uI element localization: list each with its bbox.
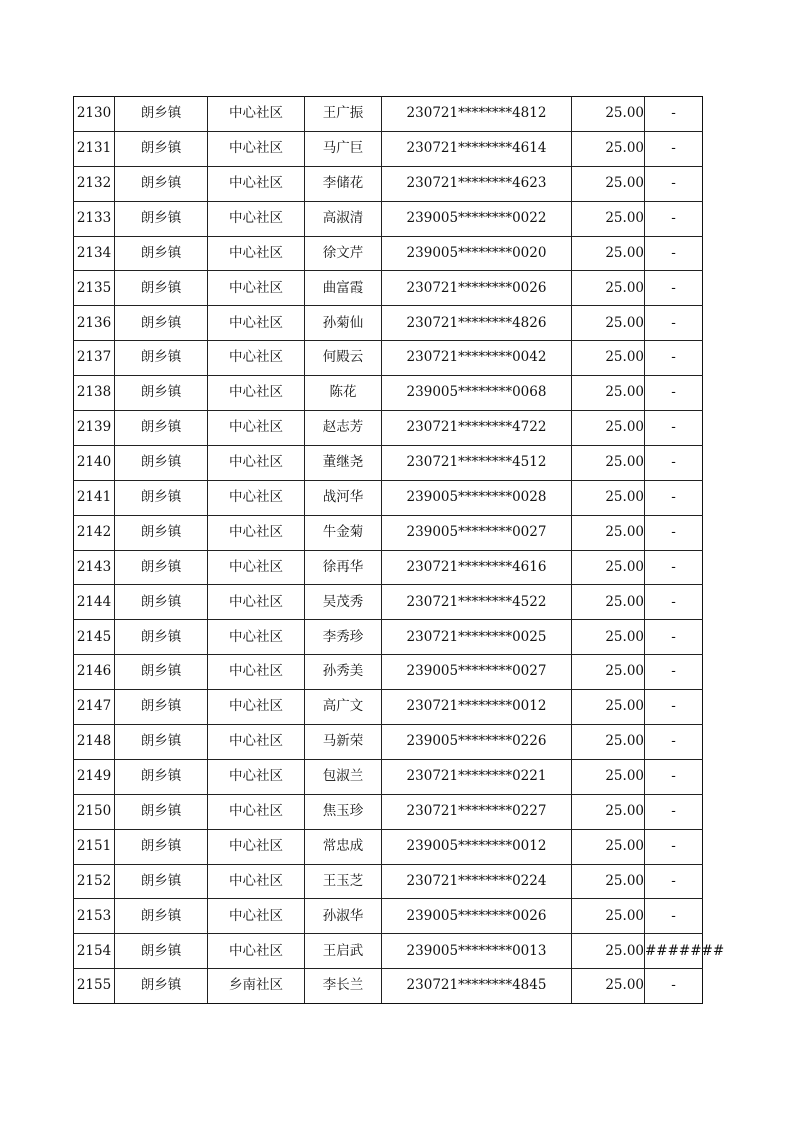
table-row — [74, 131, 703, 166]
row-number: 2148 — [74, 725, 115, 760]
amount-cell: 25.00 — [572, 585, 645, 620]
id-number-cell: 230721********4826 — [382, 306, 572, 341]
roster-table — [73, 96, 725, 1004]
town-cell: 朗乡镇 — [115, 899, 208, 934]
community-cell: 中心社区 — [208, 655, 305, 690]
community-cell: 中心社区 — [208, 794, 305, 829]
row-number: 2132 — [74, 166, 115, 201]
amount-cell: 25.00 — [572, 97, 645, 132]
table-row — [74, 585, 703, 620]
town-cell: 朗乡镇 — [115, 725, 208, 760]
row-number: 2131 — [74, 131, 115, 166]
town-cell: 朗乡镇 — [115, 934, 208, 969]
table-row — [74, 969, 703, 1004]
note-cell: ####### — [645, 934, 703, 969]
town-cell: 朗乡镇 — [115, 271, 208, 306]
note-cell: - — [645, 585, 703, 620]
town-cell: 朗乡镇 — [115, 201, 208, 236]
note-cell: - — [645, 655, 703, 690]
town-cell: 朗乡镇 — [115, 97, 208, 132]
person-name-cell: 王启武 — [305, 934, 382, 969]
person-name-cell: 常忠成 — [305, 829, 382, 864]
community-cell: 中心社区 — [208, 934, 305, 969]
id-number-cell: 239005********0226 — [382, 725, 572, 760]
row-number: 2138 — [74, 376, 115, 411]
person-name-cell: 战河华 — [305, 480, 382, 515]
row-number: 2151 — [74, 829, 115, 864]
note-cell: - — [645, 131, 703, 166]
amount-cell: 25.00 — [572, 829, 645, 864]
id-number-cell: 230721********4522 — [382, 585, 572, 620]
row-number: 2137 — [74, 341, 115, 376]
amount-cell: 25.00 — [572, 969, 645, 1004]
community-cell: 中心社区 — [208, 725, 305, 760]
row-number: 2141 — [74, 480, 115, 515]
roster-body — [74, 97, 725, 1004]
note-cell: - — [645, 201, 703, 236]
community-cell: 中心社区 — [208, 271, 305, 306]
amount-cell: 25.00 — [572, 306, 645, 341]
amount-cell: 25.00 — [572, 201, 645, 236]
table-row — [74, 411, 703, 446]
table-row — [74, 899, 703, 934]
town-cell: 朗乡镇 — [115, 759, 208, 794]
note-cell: - — [645, 97, 703, 132]
town-cell: 朗乡镇 — [115, 550, 208, 585]
id-number-cell: 230721********0224 — [382, 864, 572, 899]
id-number-cell: 230721********4512 — [382, 445, 572, 480]
community-cell: 中心社区 — [208, 376, 305, 411]
town-cell: 朗乡镇 — [115, 341, 208, 376]
community-cell: 中心社区 — [208, 620, 305, 655]
person-name-cell: 马新荣 — [305, 725, 382, 760]
table-row — [74, 306, 703, 341]
table-row — [74, 201, 703, 236]
row-number: 2143 — [74, 550, 115, 585]
table-row — [74, 829, 703, 864]
row-number: 2150 — [74, 794, 115, 829]
note-cell: - — [645, 829, 703, 864]
community-cell: 中心社区 — [208, 829, 305, 864]
person-name-cell: 包淑兰 — [305, 759, 382, 794]
amount-cell: 25.00 — [572, 864, 645, 899]
id-number-cell: 230721********4616 — [382, 550, 572, 585]
row-number: 2149 — [74, 759, 115, 794]
table-row — [74, 794, 703, 829]
note-cell: - — [645, 620, 703, 655]
amount-cell: 25.00 — [572, 655, 645, 690]
table-row — [74, 690, 703, 725]
community-cell: 中心社区 — [208, 480, 305, 515]
id-number-cell: 239005********0013 — [382, 934, 572, 969]
town-cell: 朗乡镇 — [115, 655, 208, 690]
town-cell: 朗乡镇 — [115, 411, 208, 446]
town-cell: 朗乡镇 — [115, 864, 208, 899]
row-number: 2155 — [74, 969, 115, 1004]
id-number-cell: 239005********0027 — [382, 515, 572, 550]
note-cell: - — [645, 864, 703, 899]
town-cell: 朗乡镇 — [115, 306, 208, 341]
note-cell: - — [645, 480, 703, 515]
town-cell: 朗乡镇 — [115, 969, 208, 1004]
community-cell: 中心社区 — [208, 236, 305, 271]
town-cell: 朗乡镇 — [115, 829, 208, 864]
id-number-cell: 239005********0022 — [382, 201, 572, 236]
amount-cell: 25.00 — [572, 759, 645, 794]
person-name-cell: 吴茂秀 — [305, 585, 382, 620]
row-number: 2133 — [74, 201, 115, 236]
amount-cell: 25.00 — [572, 690, 645, 725]
note-cell: - — [645, 445, 703, 480]
table-row — [74, 271, 703, 306]
id-number-cell: 230721********0025 — [382, 620, 572, 655]
person-name-cell: 孙菊仙 — [305, 306, 382, 341]
amount-cell: 25.00 — [572, 899, 645, 934]
table-row — [74, 934, 703, 969]
note-cell: - — [645, 271, 703, 306]
person-name-cell: 马广巨 — [305, 131, 382, 166]
amount-cell: 25.00 — [572, 725, 645, 760]
row-number: 2134 — [74, 236, 115, 271]
community-cell: 中心社区 — [208, 759, 305, 794]
id-number-cell: 239005********0026 — [382, 899, 572, 934]
person-name-cell: 李长兰 — [305, 969, 382, 1004]
town-cell: 朗乡镇 — [115, 690, 208, 725]
amount-cell: 25.00 — [572, 376, 645, 411]
person-name-cell: 牛金菊 — [305, 515, 382, 550]
person-name-cell: 孙淑华 — [305, 899, 382, 934]
town-cell: 朗乡镇 — [115, 585, 208, 620]
town-cell: 朗乡镇 — [115, 236, 208, 271]
amount-cell: 25.00 — [572, 550, 645, 585]
row-number: 2152 — [74, 864, 115, 899]
table-row — [74, 376, 703, 411]
table-row — [74, 620, 703, 655]
table-row — [74, 725, 703, 760]
table-row — [74, 236, 703, 271]
row-number: 2153 — [74, 899, 115, 934]
person-name-cell: 陈花 — [305, 376, 382, 411]
note-cell: - — [645, 166, 703, 201]
amount-cell: 25.00 — [572, 480, 645, 515]
amount-cell: 25.00 — [572, 411, 645, 446]
amount-cell: 25.00 — [572, 131, 645, 166]
person-name-cell: 李储花 — [305, 166, 382, 201]
community-cell: 中心社区 — [208, 445, 305, 480]
community-cell: 中心社区 — [208, 341, 305, 376]
person-name-cell: 董继尧 — [305, 445, 382, 480]
person-name-cell: 徐文芹 — [305, 236, 382, 271]
amount-cell: 25.00 — [572, 341, 645, 376]
table-row — [74, 759, 703, 794]
id-number-cell: 230721********4623 — [382, 166, 572, 201]
note-cell: - — [645, 411, 703, 446]
row-number: 2147 — [74, 690, 115, 725]
row-number: 2130 — [74, 97, 115, 132]
community-cell: 中心社区 — [208, 306, 305, 341]
row-number: 2140 — [74, 445, 115, 480]
id-number-cell: 239005********0068 — [382, 376, 572, 411]
id-number-cell: 230721********4812 — [382, 97, 572, 132]
note-cell: - — [645, 725, 703, 760]
row-number: 2154 — [74, 934, 115, 969]
row-number: 2146 — [74, 655, 115, 690]
person-name-cell: 李秀珍 — [305, 620, 382, 655]
note-cell: - — [645, 759, 703, 794]
table-row — [74, 655, 703, 690]
note-cell: - — [645, 515, 703, 550]
community-cell: 中心社区 — [208, 585, 305, 620]
person-name-cell: 王玉芝 — [305, 864, 382, 899]
amount-cell: 25.00 — [572, 515, 645, 550]
person-name-cell: 何殿云 — [305, 341, 382, 376]
amount-cell: 25.00 — [572, 236, 645, 271]
town-cell: 朗乡镇 — [115, 166, 208, 201]
person-name-cell: 徐再华 — [305, 550, 382, 585]
amount-cell: 25.00 — [572, 794, 645, 829]
amount-cell: 25.00 — [572, 934, 645, 969]
community-cell: 中心社区 — [208, 166, 305, 201]
amount-cell: 25.00 — [572, 166, 645, 201]
note-cell: - — [645, 794, 703, 829]
table-row — [74, 341, 703, 376]
person-name-cell: 王广振 — [305, 97, 382, 132]
id-number-cell: 230721********4614 — [382, 131, 572, 166]
table-row — [74, 864, 703, 899]
town-cell: 朗乡镇 — [115, 376, 208, 411]
person-name-cell: 焦玉珍 — [305, 794, 382, 829]
community-cell: 中心社区 — [208, 411, 305, 446]
row-number: 2142 — [74, 515, 115, 550]
town-cell: 朗乡镇 — [115, 480, 208, 515]
table-row — [74, 480, 703, 515]
community-cell: 中心社区 — [208, 899, 305, 934]
person-name-cell: 孙秀美 — [305, 655, 382, 690]
town-cell: 朗乡镇 — [115, 131, 208, 166]
row-number: 2136 — [74, 306, 115, 341]
amount-cell: 25.00 — [572, 620, 645, 655]
table-row — [74, 166, 703, 201]
community-cell: 中心社区 — [208, 864, 305, 899]
town-cell: 朗乡镇 — [115, 794, 208, 829]
community-cell: 中心社区 — [208, 550, 305, 585]
note-cell: - — [645, 690, 703, 725]
person-name-cell: 曲富霞 — [305, 271, 382, 306]
person-name-cell: 高淑清 — [305, 201, 382, 236]
note-cell: - — [645, 306, 703, 341]
community-cell: 中心社区 — [208, 690, 305, 725]
note-cell: - — [645, 550, 703, 585]
note-cell: - — [645, 899, 703, 934]
id-number-cell: 230721********4845 — [382, 969, 572, 1004]
row-number: 2144 — [74, 585, 115, 620]
town-cell: 朗乡镇 — [115, 515, 208, 550]
town-cell: 朗乡镇 — [115, 620, 208, 655]
id-number-cell: 230721********0042 — [382, 341, 572, 376]
amount-cell: 25.00 — [572, 271, 645, 306]
id-number-cell: 230721********0227 — [382, 794, 572, 829]
note-cell: - — [645, 376, 703, 411]
note-cell: - — [645, 341, 703, 376]
table-row — [74, 445, 703, 480]
table-row — [74, 515, 703, 550]
id-number-cell: 230721********4722 — [382, 411, 572, 446]
row-number: 2135 — [74, 271, 115, 306]
town-cell: 朗乡镇 — [115, 445, 208, 480]
id-number-cell: 239005********0028 — [382, 480, 572, 515]
person-name-cell: 高广文 — [305, 690, 382, 725]
community-cell: 中心社区 — [208, 97, 305, 132]
table-row — [74, 550, 703, 585]
community-cell: 中心社区 — [208, 131, 305, 166]
person-name-cell: 赵志芳 — [305, 411, 382, 446]
id-number-cell: 239005********0020 — [382, 236, 572, 271]
note-cell: - — [645, 969, 703, 1004]
community-cell: 中心社区 — [208, 515, 305, 550]
table-row — [74, 97, 703, 132]
id-number-cell: 239005********0012 — [382, 829, 572, 864]
id-number-cell: 230721********0221 — [382, 759, 572, 794]
row-number: 2139 — [74, 411, 115, 446]
id-number-cell: 230721********0026 — [382, 271, 572, 306]
id-number-cell: 230721********0012 — [382, 690, 572, 725]
community-cell: 乡南社区 — [208, 969, 305, 1004]
amount-cell: 25.00 — [572, 445, 645, 480]
row-number: 2145 — [74, 620, 115, 655]
note-cell: - — [645, 236, 703, 271]
id-number-cell: 239005********0027 — [382, 655, 572, 690]
community-cell: 中心社区 — [208, 201, 305, 236]
